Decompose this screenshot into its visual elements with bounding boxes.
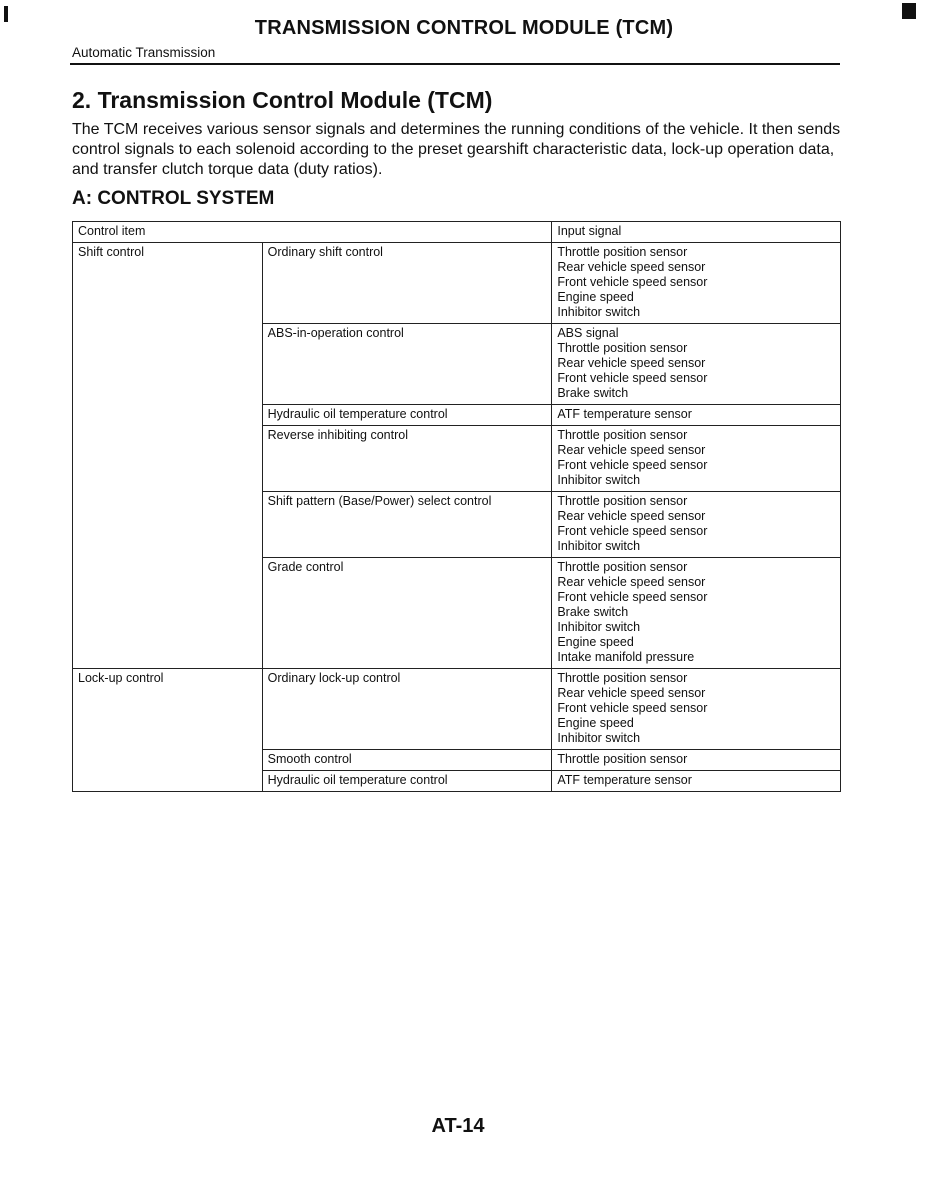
control-item-cell: Shift pattern (Base/Power) select control xyxy=(262,492,552,558)
input-signal: Throttle position sensor xyxy=(557,671,688,685)
input-signal: Engine speed xyxy=(557,290,634,304)
page-subheader: Automatic Transmission xyxy=(72,45,216,60)
input-signal: Throttle position sensor xyxy=(557,428,688,442)
table-header-row xyxy=(73,222,841,243)
control-item-cell: Hydraulic oil temperature control xyxy=(262,405,552,426)
input-signal: Engine speed xyxy=(557,716,634,730)
group-name-cell: Shift control xyxy=(73,243,263,669)
input-signal: Front vehicle speed sensor xyxy=(557,275,708,289)
page-header-title: TRANSMISSION CONTROL MODULE (TCM) xyxy=(254,17,674,39)
control-item-cell: Reverse inhibiting control xyxy=(262,426,552,492)
intro-paragraph: The TCM receives various sensor signals and determines the running conditions of the vehicle. It then sends control signals to each solenoid according to the preset gearshift characteristic data, lock-up operation data, and transfer clutch torque data (duty ratios). xyxy=(72,121,841,178)
input-signal-cell xyxy=(552,558,841,669)
table-body xyxy=(73,243,841,792)
input-signal: Brake switch xyxy=(557,605,629,619)
input-signal-cell xyxy=(552,771,841,792)
input-signal-cell xyxy=(552,426,841,492)
control-item-cell: Ordinary shift control xyxy=(262,243,552,324)
control-item-cell: Smooth control xyxy=(262,750,552,771)
input-signal: Front vehicle speed sensor xyxy=(557,371,708,385)
table-row xyxy=(73,243,841,324)
input-signal: Inhibitor switch xyxy=(557,473,641,487)
input-signal: Throttle position sensor xyxy=(557,245,688,259)
input-signal-cell xyxy=(552,243,841,324)
input-signal: Throttle position sensor xyxy=(557,494,688,508)
control-system-table xyxy=(72,221,841,792)
section-title: 2. Transmission Control Module (TCM) xyxy=(72,87,493,113)
control-item-cell: Ordinary lock-up control xyxy=(262,669,552,750)
input-signal: ATF temperature sensor xyxy=(557,773,692,787)
header-rule xyxy=(70,63,840,65)
input-signal-cell xyxy=(552,492,841,558)
table-row xyxy=(73,669,841,750)
input-signal-cell xyxy=(552,405,841,426)
input-signal-cell xyxy=(552,750,841,771)
input-signal-cell xyxy=(552,669,841,750)
input-signal: Inhibitor switch xyxy=(557,539,641,553)
group-name-cell: Lock-up control xyxy=(73,669,263,792)
input-signal: ABS signal xyxy=(557,326,619,340)
input-signal: Inhibitor switch xyxy=(557,731,641,745)
input-signal: Rear vehicle speed sensor xyxy=(557,575,706,589)
header-input-signal: Input signal xyxy=(552,222,841,243)
input-signal: Brake switch xyxy=(557,386,629,400)
control-item-cell: Grade control xyxy=(262,558,552,669)
input-signal: Throttle position sensor xyxy=(557,341,688,355)
input-signal: Front vehicle speed sensor xyxy=(557,590,708,604)
header-control-item: Control item xyxy=(73,222,552,243)
input-signal: Throttle position sensor xyxy=(557,560,688,574)
input-signal: Rear vehicle speed sensor xyxy=(557,509,706,523)
input-signal: Front vehicle speed sensor xyxy=(557,701,708,715)
page-number: AT-14 xyxy=(431,1115,485,1137)
input-signal: Front vehicle speed sensor xyxy=(557,458,708,472)
control-item-cell: ABS-in-operation control xyxy=(262,324,552,405)
subsection-title: A: CONTROL SYSTEM xyxy=(72,188,275,209)
input-signal: Intake manifold pressure xyxy=(557,650,695,664)
input-signal: Rear vehicle speed sensor xyxy=(557,443,706,457)
input-signal-cell xyxy=(552,324,841,405)
input-signal: Throttle position sensor xyxy=(557,752,688,766)
input-signal: Rear vehicle speed sensor xyxy=(557,356,706,370)
control-item-cell: Hydraulic oil temperature control xyxy=(262,771,552,792)
input-signal: Front vehicle speed sensor xyxy=(557,524,708,538)
input-signal: ATF temperature sensor xyxy=(557,407,692,421)
input-signal: Engine speed xyxy=(557,635,634,649)
input-signal: Rear vehicle speed sensor xyxy=(557,260,706,274)
input-signal: Inhibitor switch xyxy=(557,620,641,634)
input-signal: Inhibitor switch xyxy=(557,305,641,319)
input-signal: Rear vehicle speed sensor xyxy=(557,686,706,700)
